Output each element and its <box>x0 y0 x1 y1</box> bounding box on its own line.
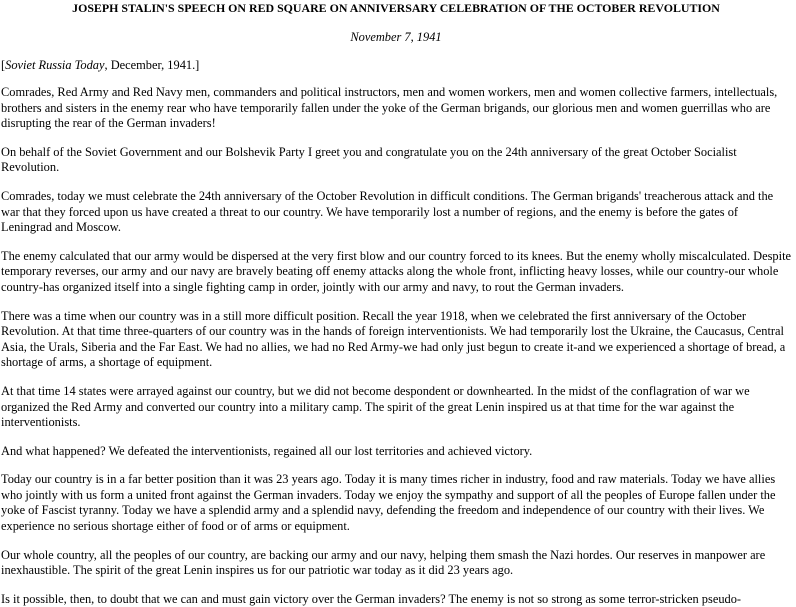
source-issue: , December, 1941.] <box>104 58 200 72</box>
source-bracket-open: [ <box>1 58 6 72</box>
paragraph-fourteen-states: At that time 14 states were arrayed against our country, but we did not become despondent or downhearted. In the midst of the conflagration of war we organized the Red Army and converted our country into a military camp. The spirit of the great Lenin inspired us at that time for the war against the interventionists. <box>1 383 750 430</box>
paragraph-whole-country: Our whole country, all the peoples of our country, are backing our army and our navy, helping them smash the Nazi hordes. Our reserves in manpower are inexhaustible. The spirit of the great Lenin inspires us for our patriotic war today as it did 23 years ago. <box>1 547 766 578</box>
speech-date: November 7, 1941 <box>350 30 442 44</box>
paragraph-victory-question: Is it possible, then, to doubt that we can and must gain victory over the German invaders? The enemy is not so strong as some terror-stricken pseudo- <box>1 591 742 606</box>
paragraph-year-1918: There was a time when our country was in a still more difficult position. Recall the year 1918, when we celebrated the first anniversary of the October Revolution. At that time three-quarters of our country was in the hands of foreign interventionists. We had temporarily lost the Ukraine, the Caucasus, Central Asia, the Urals, Siberia and the Far East. We had no allies, we had no Red Army-we had only just begun to create it-and we experienced a shortage of bread, a shortage of arms, a shortage of equipment. <box>1 308 786 370</box>
paragraph-enemy-miscalculated: The enemy calculated that our army would be dispersed at the very first blow and our country forced to its knees. But the enemy wholly miscalculated. Despite temporary reverses, our army and our navy are bravely beating off enemy attacks along the whole front, inflicting heavy losses, while our country-our whole country-has organized itself into a single fighting camp in order, jointly with our army and navy, to rout the German invaders. <box>1 248 792 294</box>
document-title: JOSEPH STALIN'S SPEECH ON RED SQUARE ON ANNIVERSARY CELEBRATION OF THE OCTOBER REVOLUTION <box>72 1 720 15</box>
paragraph-better-position: Today our country is in a far better position than it was 23 years ago. Today it is many times richer in industry, food and raw materials. Today we have allies who jointly with us form a united front against the German invaders. Today we enjoy the sympathy and support of all the peoples of Europe fallen under the yoke of Fascist tyranny. Today we have a splendid army and a splendid navy, defending the freedom and independence of our country with their lives. We experience no serious shortage either of food or of arms or equipment. <box>1 472 776 534</box>
source-publication: Soviet Russia Today <box>5 58 105 72</box>
paragraph-greeting: Comrades, Red Army and Red Navy men, commanders and political instructors, men and women workers, men and women collective farmers, intellectuals, brothers and sisters in the enemy rear who have temporarily fallen under the yoke of the German brigands, our glorious men and women guerrillas who are disrupting the rear of the German invaders! <box>1 85 778 131</box>
paragraph-difficult-conditions: Comrades, today we must celebrate the 24th anniversary of the October Revolution in difficult conditions. The German brigands' treacherous attack and the war that they forced upon us have created a threat to our country. We have temporarily lost a number of regions, and the enemy is before the gates of Leningrad and Moscow. <box>1 188 774 235</box>
paragraph-what-happened: And what happened? We defeated the interventionists, regained all our lost territories and achieved victory. <box>1 443 533 458</box>
source-citation <box>1 58 791 73</box>
paragraph-congratulation: On behalf of the Soviet Government and our Bolshevik Party I greet you and congratulate you on the 24th anniversary of the great October Socialist Revolution. <box>1 144 737 175</box>
